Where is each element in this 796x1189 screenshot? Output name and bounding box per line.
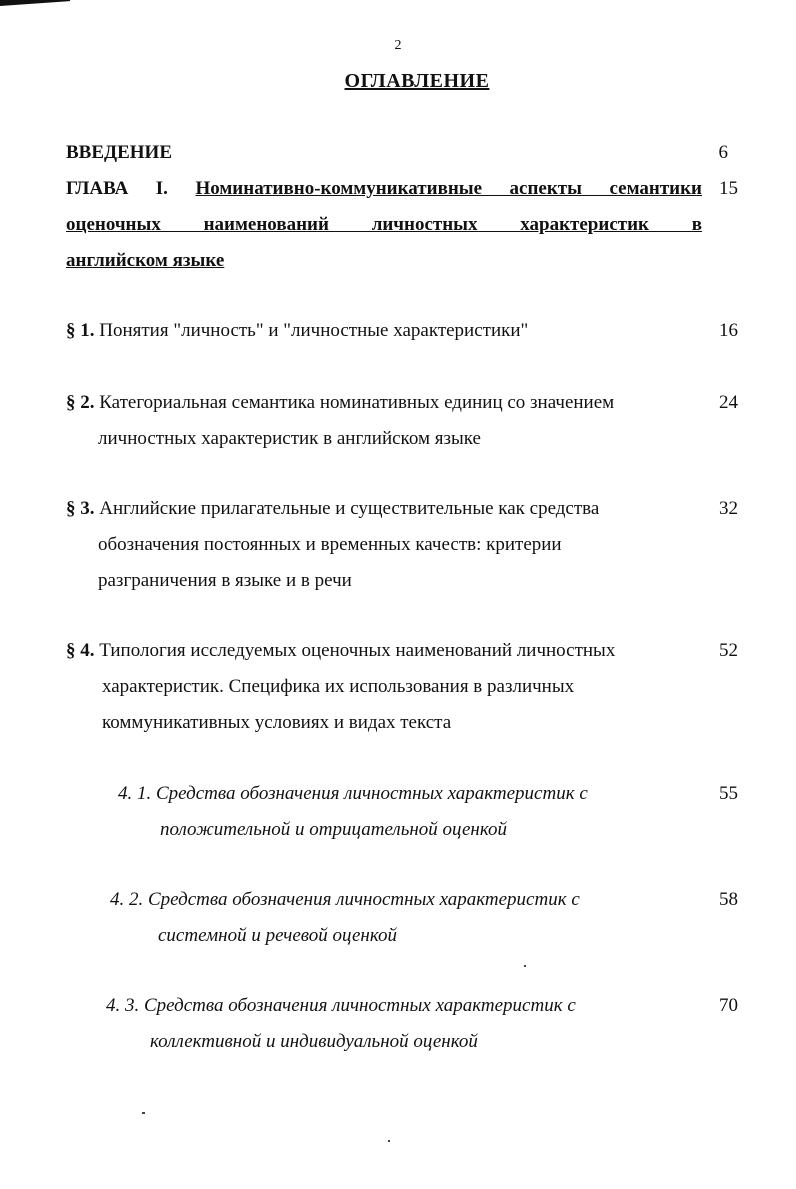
toc-page-number: 58 <box>719 889 738 910</box>
subsection-title-line: Средства обозначения личностных характеристик с <box>144 995 576 1016</box>
section-number: § 2. <box>66 392 95 413</box>
section-title-line: Типология исследуемых оценочных наименований личностных <box>99 640 616 661</box>
subsection-number: 4. 1. <box>118 783 152 804</box>
toc-entry-section-2 <box>66 385 686 457</box>
toc-entry-section-3 <box>66 491 686 599</box>
toc-entry-subsection-4-3 <box>106 988 666 1060</box>
page-number: 2 <box>394 38 402 53</box>
toc-page-number: 70 <box>719 995 738 1016</box>
scan-speck <box>388 1140 390 1142</box>
subsection-title-line: положительной и отрицательной оценкой <box>160 819 508 840</box>
subsection-title-line: Средства обозначения личностных характеристик с <box>148 889 580 910</box>
chapter-title-line-1: Номинативно-коммуникативные аспекты семантики <box>195 178 702 199</box>
section-title-line: обозначения постоянных и временных качеств: критерии <box>98 534 562 555</box>
toc-page-number: 32 <box>719 498 738 519</box>
section-title-line: Понятия "личность" и "личностные характеристики" <box>99 320 529 341</box>
toc-entry-chapter-1 <box>66 171 702 279</box>
toc-page-number: 16 <box>719 320 738 341</box>
section-number: § 4. <box>66 640 95 661</box>
subsection-title-line: коллективной и индивидуальной оценкой <box>150 1031 478 1052</box>
scan-speck <box>142 1112 145 1114</box>
scan-speck <box>524 965 526 967</box>
page-title: ОГЛАВЛЕНИЕ <box>344 70 490 92</box>
section-number: § 1. <box>66 320 95 341</box>
toc-page-number: 55 <box>719 783 738 804</box>
subsection-number: 4. 2. <box>110 889 144 910</box>
toc-page-number: 6 <box>718 142 728 163</box>
toc-entry-subsection-4-1 <box>118 776 678 848</box>
toc-page-number: 15 <box>719 178 738 199</box>
section-title-line: разграничения в языке и в речи <box>98 570 352 591</box>
subsection-title-line: Средства обозначения личностных характеристик с <box>156 783 588 804</box>
scan-artifact-mark <box>0 0 70 6</box>
chapter-title-line-3: английском языке <box>66 250 225 271</box>
section-title-line: Категориальная семантика номинативных единиц со значением <box>99 392 615 413</box>
toc-entry-introduction <box>66 135 172 171</box>
section-title-line: Английские прилагательные и существительные как средства <box>99 498 600 519</box>
section-title-line: характеристик. Специфика их использования в различных <box>102 676 575 697</box>
subsection-title-line: системной и речевой оценкой <box>158 925 398 946</box>
toc-page-number: 24 <box>719 392 738 413</box>
section-title-line: личностных характеристик в английском языке <box>98 428 481 449</box>
chapter-title-line-2: оценочных наименований личностных характеристик в <box>66 214 702 235</box>
toc-entry-section-4 <box>66 633 686 741</box>
subsection-number: 4. 3. <box>106 995 140 1016</box>
toc-entry-section-1 <box>66 313 686 349</box>
toc-entry-subsection-4-2 <box>110 882 670 954</box>
toc-page-number: 52 <box>719 640 738 661</box>
toc-entry-label: ВВЕДЕНИЕ <box>66 142 172 163</box>
section-number: § 3. <box>66 498 95 519</box>
section-title-line: коммуникативных условиях и видах текста <box>102 712 452 733</box>
chapter-prefix: ГЛАВА I. <box>66 178 168 199</box>
